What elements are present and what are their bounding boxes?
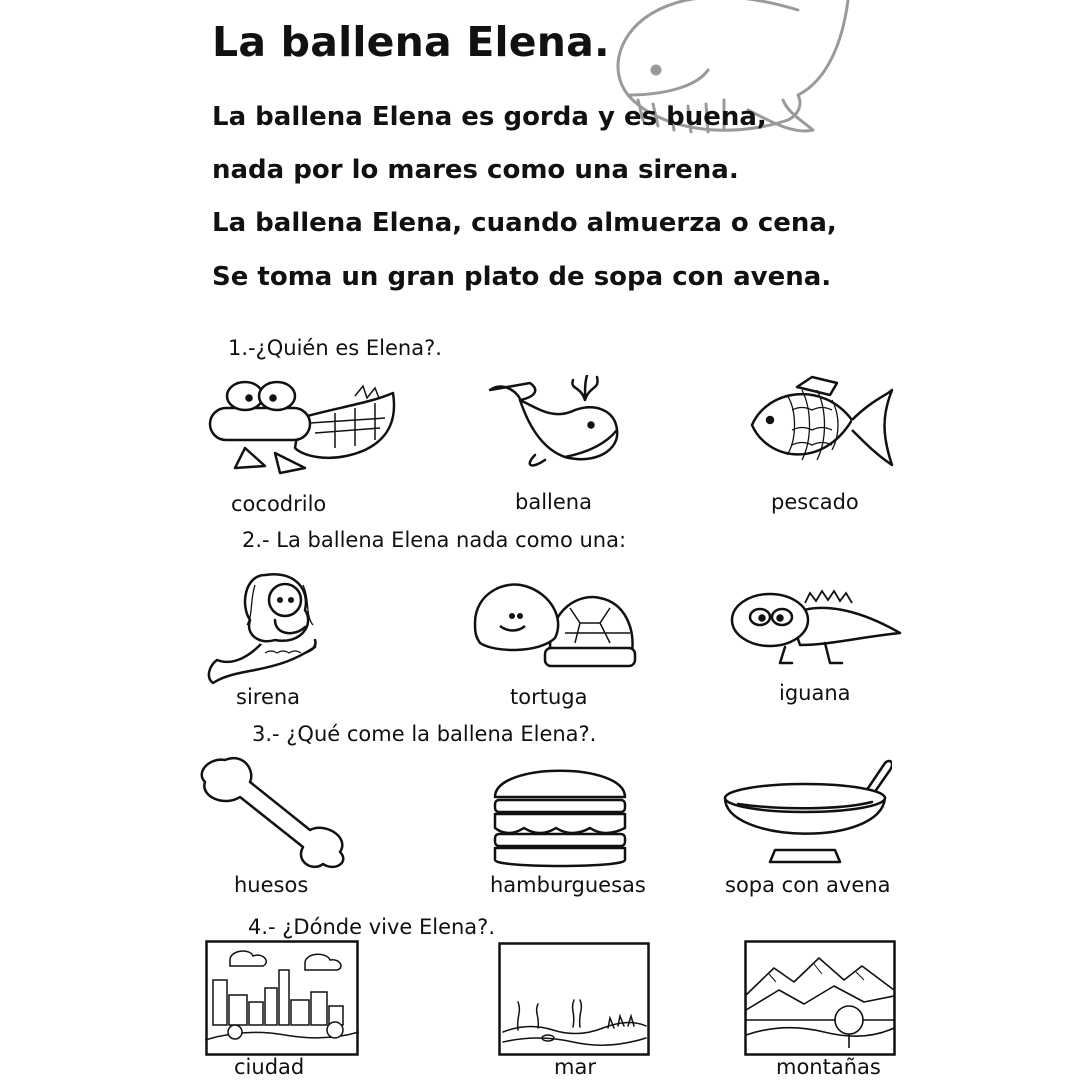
bone-illustration xyxy=(195,752,355,872)
option-label-ballena: ballena xyxy=(515,490,592,514)
iguana-illustration xyxy=(730,585,902,673)
soup-bowl-illustration xyxy=(720,758,892,870)
question-1: 1.-¿Quién es Elena?. xyxy=(228,336,442,360)
option-label-pescado: pescado xyxy=(771,490,859,514)
option-label-sopa-con-avena: sopa con avena xyxy=(725,873,891,897)
question-2: 2.- La ballena Elena nada como una: xyxy=(242,528,627,552)
mermaid-illustration xyxy=(205,565,340,685)
option-label-ciudad: ciudad xyxy=(234,1055,305,1079)
poem-line-1: La ballena Elena es gorda y es buena, xyxy=(212,102,767,132)
city-illustration xyxy=(205,940,359,1056)
crocodile-illustration xyxy=(205,378,400,478)
hamburger-illustration xyxy=(490,752,630,870)
option-label-montanas: montañas xyxy=(776,1055,881,1079)
question-3: 3.- ¿Qué come la ballena Elena?. xyxy=(252,722,597,746)
turtle-illustration xyxy=(470,578,638,673)
question-4: 4.- ¿Dónde vive Elena?. xyxy=(248,915,495,939)
option-label-cocodrilo: cocodrilo xyxy=(231,492,327,516)
poem-line-4: Se toma un gran plato de sopa con avena. xyxy=(212,262,832,292)
whale-illustration xyxy=(485,375,625,475)
option-label-sirena: sirena xyxy=(236,685,301,709)
option-label-tortuga: tortuga xyxy=(510,685,588,709)
option-label-mar: mar xyxy=(554,1055,596,1079)
fish-illustration xyxy=(742,375,894,475)
mountains-illustration xyxy=(744,940,896,1056)
poem-line-3: La ballena Elena, cuando almuerza o cena, xyxy=(212,208,837,238)
option-label-hamburguesas: hamburguesas xyxy=(490,873,646,897)
sea-illustration xyxy=(498,942,650,1056)
worksheet-title: La ballena Elena. xyxy=(212,18,610,66)
option-label-huesos: huesos xyxy=(234,873,309,897)
poem-line-2: nada por lo mares como una sirena. xyxy=(212,155,739,185)
option-label-iguana: iguana xyxy=(779,681,851,705)
